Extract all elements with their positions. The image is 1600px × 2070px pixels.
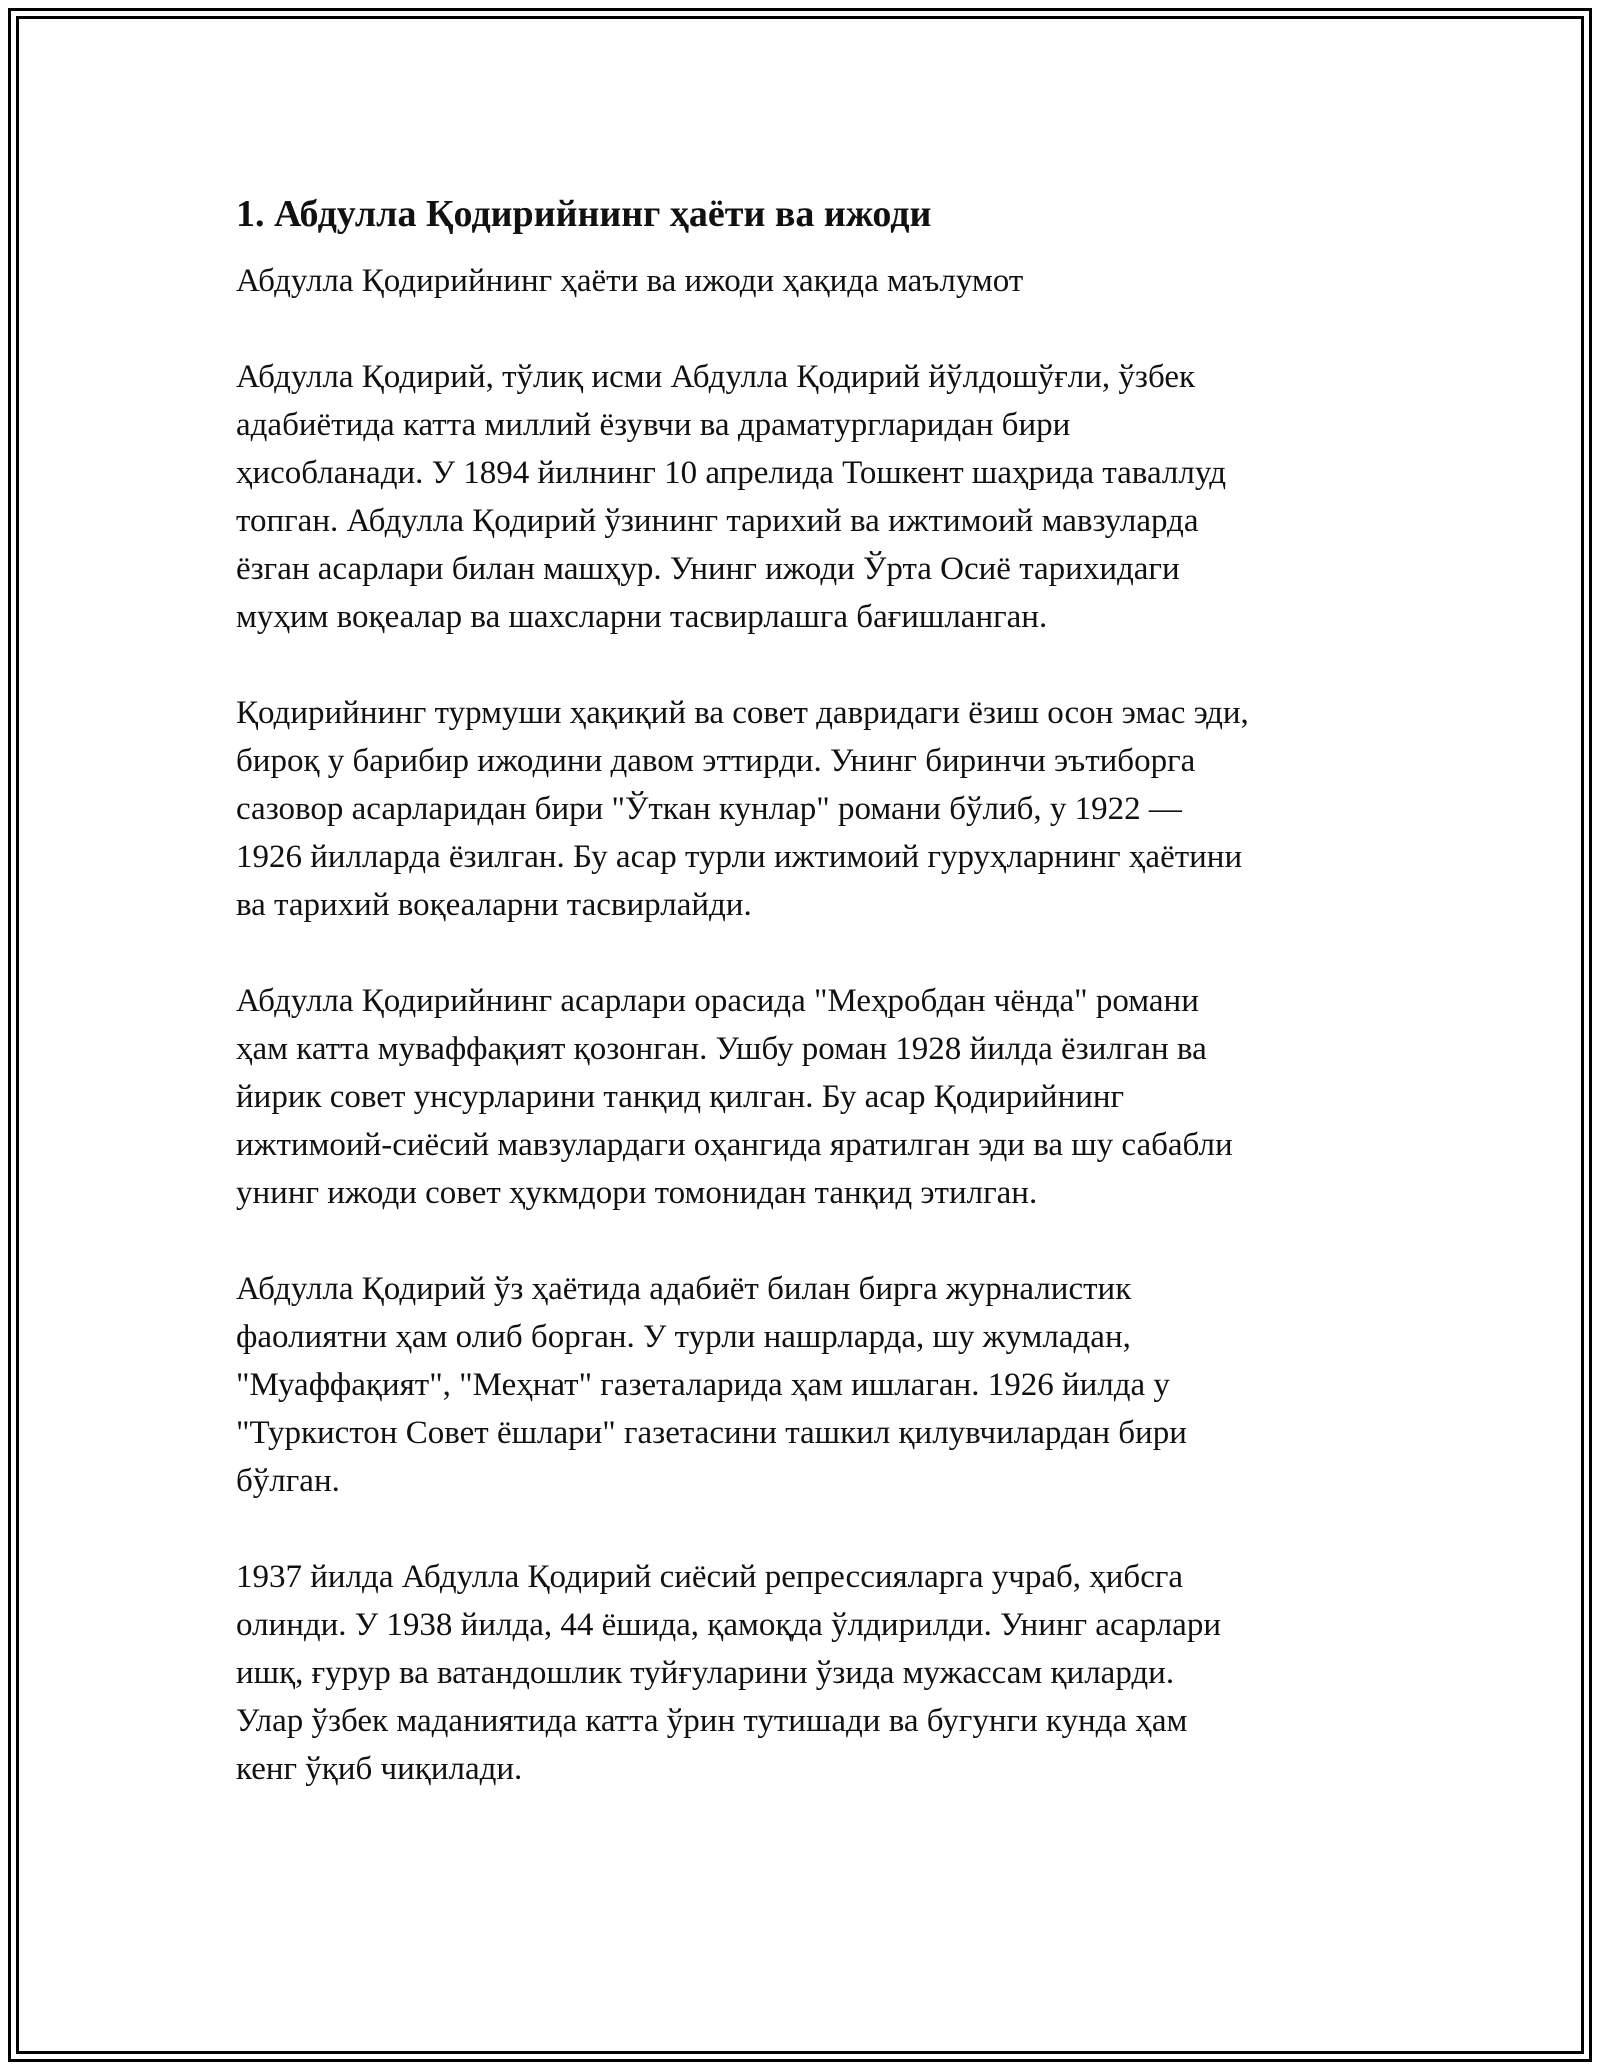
text-line: ҳам катта муваффақият қозонган. Ушбу роман 1928 йилда ёзилган ва xyxy=(236,1031,1207,1067)
text-line: ишқ, ғурур ва ватандошлик туйғуларини ўзида мужассам қиларди. xyxy=(236,1655,1175,1691)
text-line: "Муаффақият", "Меҳнат" газеталарида ҳам ишлаган. 1926 йилда у xyxy=(236,1367,1170,1403)
text-line: Абдулла Қодирий ўз ҳаётида адабиёт билан бирга журналистик xyxy=(236,1271,1132,1307)
text-line: фаолиятни ҳам олиб борган. У турли нашрларда, шу жумладан, xyxy=(236,1319,1131,1355)
text-line: Улар ўзбек маданиятида катта ўрин тутишади ва бугунги кунда ҳам xyxy=(236,1703,1188,1739)
text-line: кенг ўқиб чиқилади. xyxy=(236,1751,523,1787)
paragraph-mehrobdan-chayon xyxy=(236,977,1376,1217)
document-subtitle: Абдулла Қодирийнинг ҳаёти ва ижоди ҳақида маълумот xyxy=(236,263,1024,299)
text-line: ижтимоий-сиёсий мавзулардаги оҳангида яратилган эди ва шу сабабли xyxy=(236,1127,1233,1163)
text-line: сазовор асарларидан бири "Ўткан кунлар" романи бўлиб, у 1922 — xyxy=(236,791,1182,827)
text-line: бироқ у барибир ижодини давом эттирди. Унинг биринчи эътиборга xyxy=(236,743,1196,779)
paragraph-repression xyxy=(236,1553,1376,1793)
document-body xyxy=(236,185,1376,1793)
paragraph-otkan-kunlar xyxy=(236,689,1376,929)
text-line: 1937 йилда Абдулла Қодирий сиёсий репрессияларга учраб, ҳибсга xyxy=(236,1559,1184,1595)
text-line: Абдулла Қодирийнинг асарлари орасида "Меҳробдан чёнда" романи xyxy=(236,983,1199,1019)
text-line: ҳисобланади. У 1894 йилнинг 10 апрелида Тошкент шаҳрида таваллуд xyxy=(236,455,1227,491)
text-line: ёзган асарлари билан машҳур. Унинг ижоди Ўрта Осиё тарихидаги xyxy=(236,551,1180,587)
text-line: Абдулла Қодирий, тўлиқ исми Абдулла Қодирий йўлдошўғли, ўзбек xyxy=(236,359,1195,395)
paragraph-biography xyxy=(236,353,1376,641)
text-line: Қодирийнинг турмуши ҳақиқий ва совет давридаги ёзиш осон эмас эди, xyxy=(236,695,1249,731)
text-line: йирик совет унсурларини танқид қилган. Бу асар Қодирийнинг xyxy=(236,1079,1125,1115)
text-line: бўлган. xyxy=(236,1463,340,1499)
text-line: 1926 йилларда ёзилган. Бу асар турли ижтимоий гуруҳларнинг ҳаётини xyxy=(236,839,1243,875)
text-line: топган. Абдулла Қодирий ўзининг тарихий ва ижтимоий мавзуларда xyxy=(236,503,1199,539)
text-line: ва тарихий воқеаларни тасвирлайди. xyxy=(236,887,752,923)
text-line: олинди. У 1938 йилда, 44 ёшида, қамоқда ўлдирилди. Унинг асарлари xyxy=(236,1607,1221,1643)
text-line: "Туркистон Совет ёшлари" газетасини ташкил қилувчилардан бири xyxy=(236,1415,1187,1451)
text-line: унинг ижоди совет ҳукмдори томонидан танқид этилган. xyxy=(236,1175,1038,1211)
document-title: 1. Абдулла Қодирийнинг ҳаёти ва ижоди xyxy=(236,193,932,235)
text-line: муҳим воқеалар ва шахсларни тасвирлашга бағишланган. xyxy=(236,599,1048,635)
paragraph-journalism xyxy=(236,1265,1376,1505)
text-line: адабиётида катта миллий ёзувчи ва драматургларидан бири xyxy=(236,407,1071,443)
